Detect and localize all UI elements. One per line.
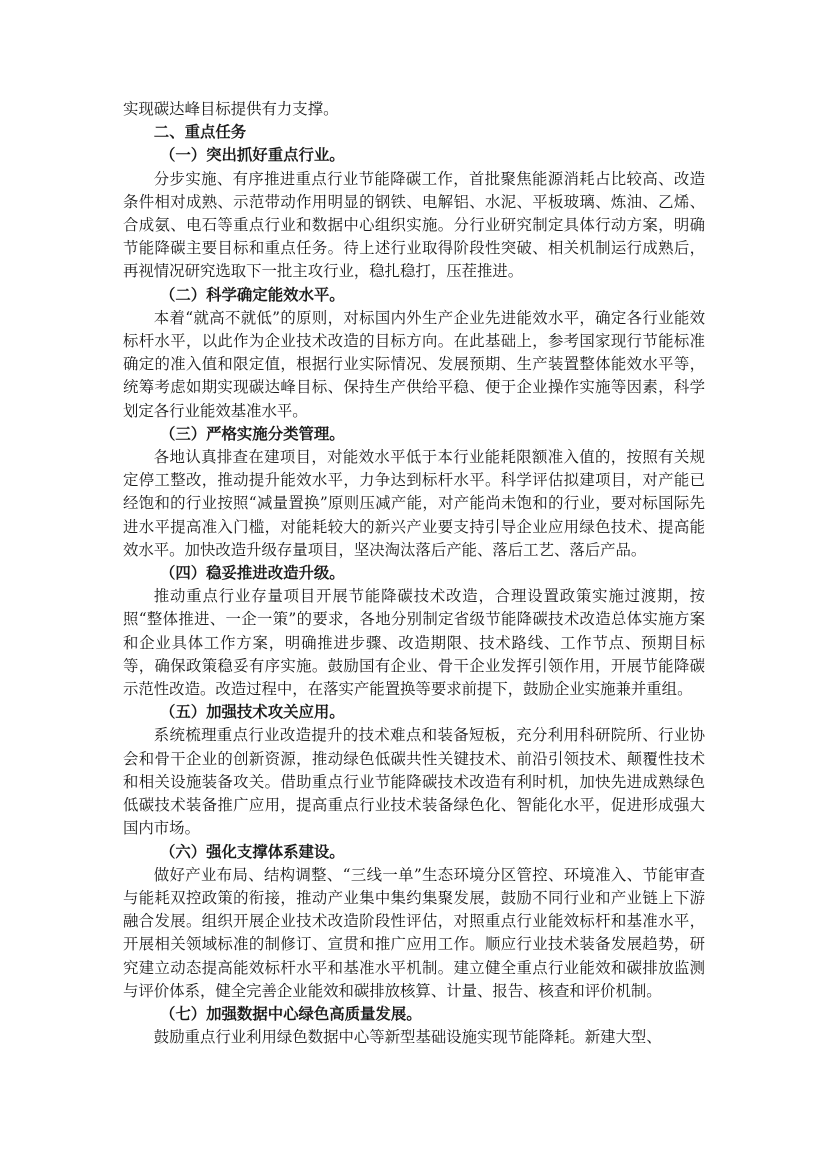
item-heading: （二）科学确定能效水平。: [159, 285, 345, 304]
item-heading: （六）强化支撑体系建设。: [159, 842, 345, 861]
item-heading: （七）加强数据中心绿色高质量发展。: [159, 1004, 422, 1023]
continuation-paragraph: 实现碳达峰目标提供有力支撑。: [123, 100, 339, 118]
item-paragraph: 各地认真排查在建项目，对能效水平低于本行业能耗限额准入值的，按照有关规定停工整改，推动提升能效水平，力争达到标杆水平。科学评估拟建项目，对产能已经饱和的行业按照“减量置换”原则压减产能，对产能尚未饱和的行业，要对标国际先进水平提高准入门槛，对能耗较大的新兴产业要支持引导企业应用绿色技术、提高能效水平。加快改造升级存量项目，坚决淘汰落后产能、落后工艺、落后产品。: [123, 448, 705, 559]
item-paragraph: 系统梳理重点行业改造提升的技术难点和装备短板，充分利用科研院所、行业协会和骨干企业的创新资源，推动绿色低碳共性关键技术、前沿引领技术、颠覆性技术和相关设施装备攻关。借助重点行业节能降碳技术改造有利时机，加快先进成熟绿色低碳技术装备推广应用，提高重点行业技术装备绿色化、智能化水平，促进形成强大国内市场。: [123, 726, 705, 838]
section-heading: 二、重点任务: [153, 123, 247, 142]
item-paragraph: 做好产业布局、结构调整、“三线一单”生态环境分区管控、环境准入、节能审查与能耗双控政策的衔接，推动产业集中集约集聚发展，鼓励不同行业和产业链上下游融合发展。组织开展企业技术改造阶段性评估，对照重点行业能效标杆和基准水平，开展相关领域标准的制修订、宣贯和推广应用工作。顺应行业技术装备发展趋势，研究建立动态提高能效标杆水平和基准水平机制。建立健全重点行业能效和碳排放监测与评价体系，健全完善企业能效和碳排放核算、计量、报告、核查和评价机制。: [123, 865, 705, 1000]
item-paragraph: 分步实施、有序推进重点行业节能降碳工作，首批聚焦能源消耗占比较高、改造条件相对成熟、示范带动作用明显的钢铁、电解铝、水泥、平板玻璃、炼油、乙烯、合成氨、电石等重点行业和数据中心组织实施。分行业研究制定具体行动方案，明确节能降碳主要目标和重点任务。待上述行业取得阶段性突破、相关机制运行成熟后，再视情况研究选取下一批主攻行业，稳扎稳打，压茬推进。: [123, 169, 705, 281]
item-paragraph: 推动重点行业存量项目开展节能降碳技术改造，合理设置政策实施过渡期，按照“整体推进、一企一策”的要求，各地分别制定省级节能降碳技术改造总体实施方案和企业具体工作方案，明确推进步骤、改造期限、技术路线、工作节点、预期目标等，确保政策稳妥有序实施。鼓励国有企业、骨干企业发挥引领作用，开展节能降碳示范性改造。改造过程中，在落实产能置换等要求前提下，鼓励企业实施兼并重组。: [123, 587, 705, 699]
item-heading: （四）稳妥推进改造升级。: [159, 564, 345, 583]
item-heading: （五）加强技术攻关应用。: [159, 703, 345, 722]
document-body: [123, 98, 705, 1049]
item-paragraph: 鼓励重点行业利用绿色数据中心等新型基础设施实现节能降耗。新建大型、: [153, 1028, 662, 1047]
item-heading: （三）严格实施分类管理。: [159, 424, 345, 443]
item-paragraph: 本着“就高不就低”的原则，对标国内外生产企业先进能效水平，确定各行业能效标杆水平，以此作为企业技术改造的目标方向。在此基础上，参考国家现行节能标准确定的准入值和限定值，根据行业实际情况、发展预期、生产装置整体能效水平等，统筹考虑如期实现碳达峰目标、保持生产供给平稳、便于企业操作实施等因素，科学划定各行业能效基准水平。: [123, 308, 705, 420]
item-heading: （一）突出抓好重点行业。: [159, 146, 345, 165]
